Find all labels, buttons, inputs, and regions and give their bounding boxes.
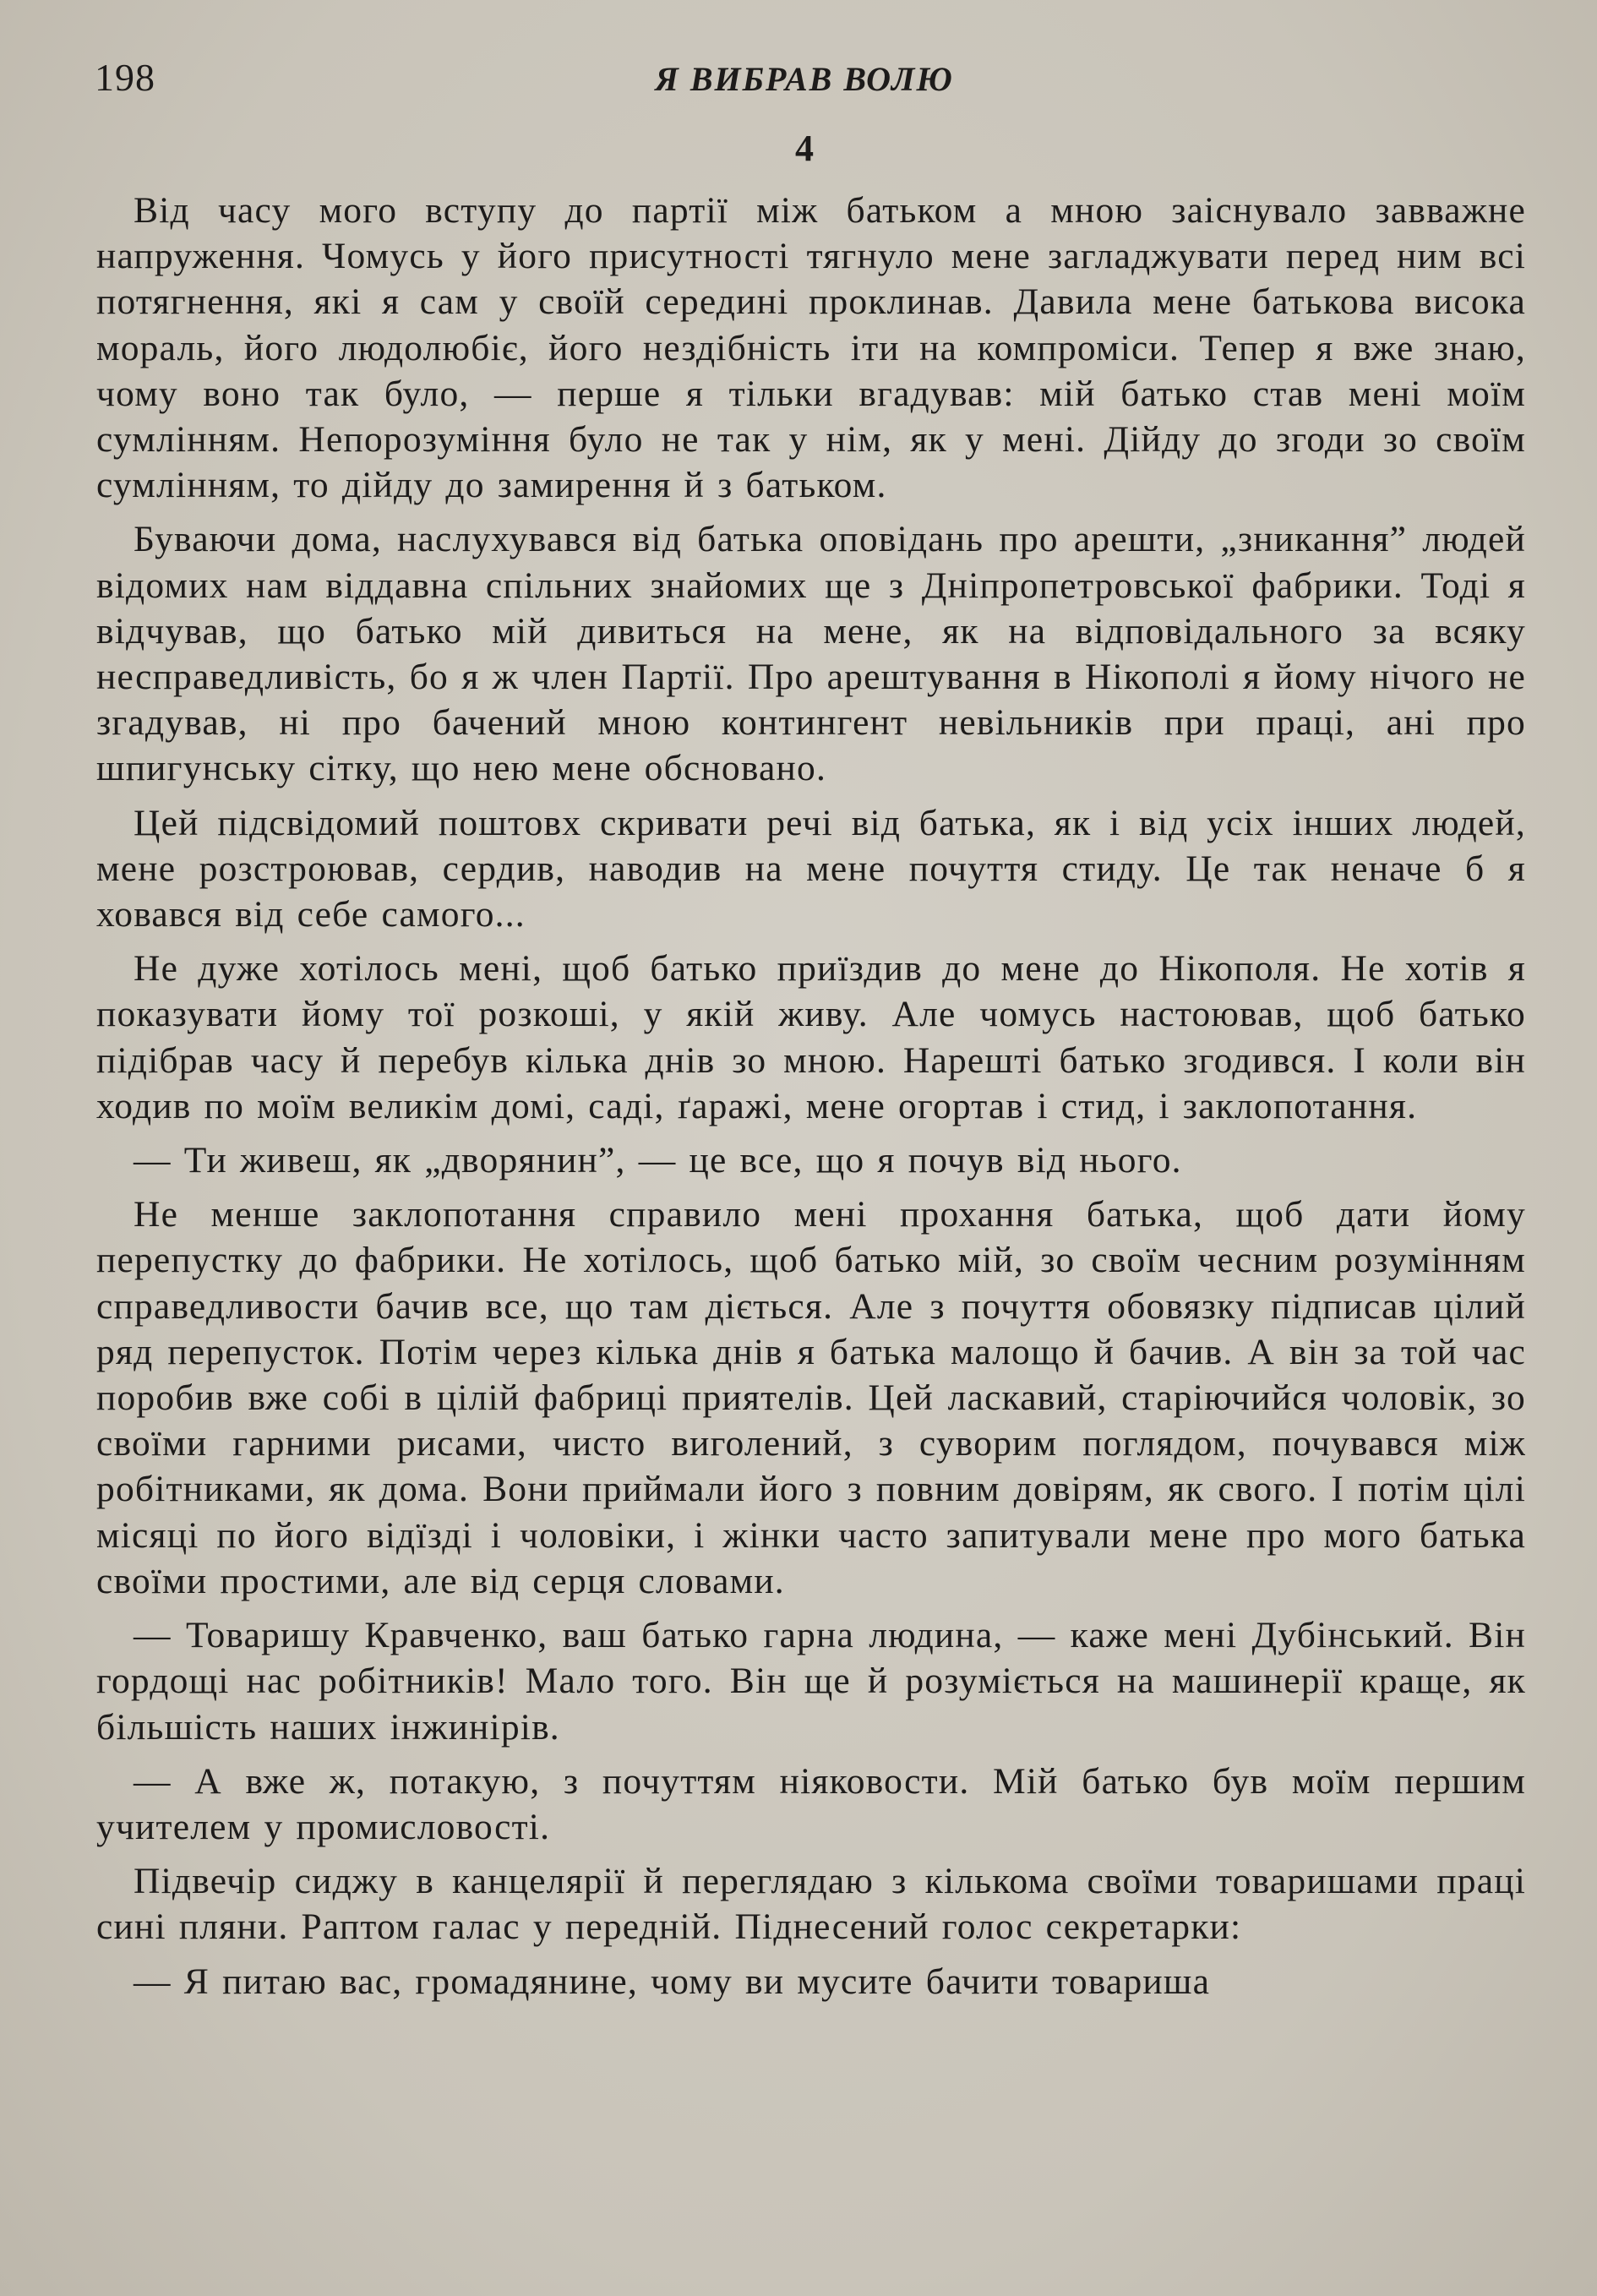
- body-text: [96, 188, 1526, 2013]
- paragraph: Від часу мого вступу до партії між батьком а мною заіснувало завважне напруження. Чомусь у його присутності тягнуло мене загладжувати перед ним всі потягнення, які я сам у своїй середині проклинав. Давила мене батькова висока мораль, його людолюбіє, його нездібність іти на компроміси. Тепер я вже знаю, чому воно так було, — перше я тільки вгадував: мій батько став мені моїм сумлінням. Непорозуміння було не так у нім, як у мені. Дійду до згоди зо своїм сумлінням, то дійду до замирення й з батьком.: [96, 190, 1526, 506]
- paragraph: — Ти живеш, як „дворянин”, — це все, що я почув від нього.: [134, 1140, 1182, 1181]
- paragraph: Не менше заклопотання справило мені прохання батька, щоб дати йому перепустку до фабрики. Не хотілось, щоб батько мій, зо своїм чесним розумінням справедливости бачив все, що там діється. Але з почуття обовязку підписав цілий ряд перепусток. Потім через кілька днів я батька малощо й бачив. А він за той час поробив вже собі в цілій фабриці приятелів. Цей ласкавий, старіючийся чоловік, зо своїми гарними рисами, чисто виголений, з суворим поглядом, почувався між робітниками, як дома. Вони приймали його з повним довірям, як свого. І потім цілі місяці по його відїзді і чоловіки, і жінки часто запитували мене про мого батька своїми простими, але від серця словами.: [96, 1194, 1526, 1601]
- paragraph: — Товаришу Кравченко, ваш батько гарна людина, — каже мені Дубінський. Він гордощі нас робітників! Мало того. Він ще й розуміється на машинерії краще, як більшість наших інжинірів.: [96, 1615, 1526, 1748]
- paragraph: — А вже ж, потакую, з почуттям ніяковости. Мій батько був моїм першим учителем у промисловості.: [96, 1760, 1526, 1847]
- running-title: Я ВИБРАВ ВОЛЮ: [655, 60, 954, 98]
- paragraph: Буваючи дома, наслухувався від батька оповідань про арешти, „зникання” людей відомих нам віддавна спільних знайомих ще з Дніпропетровської фабрики. Тоді я відчував, що батько мій дивиться на мене, як на відповідального за всяку несправедливість, бо я ж член Партії. Про арештування в Нікополі я йому нічого не згадував, ні про бачений мною контингент невільників при праці, ані про шпигунську сітку, що нею мене обсновано.: [96, 519, 1526, 789]
- paragraph: Не дуже хотілось мені, щоб батько приїздив до мене до Нікополя. Не хотів я показувати йому тої розкоші, у якій живу. Але чомусь настоював, щоб батько підібрав часу й перебув кілька днів зо мною. Нарешті батько згодився. І коли він ходив по моїм великім домі, саді, ґаражі, мене огортав і стид, і заклопотання.: [96, 948, 1526, 1126]
- page-number: 198: [95, 56, 155, 99]
- paragraph: — Я питаю вас, громадянине, чому ви мусите бачити товариша: [134, 1961, 1211, 2002]
- section-number: 4: [795, 128, 814, 169]
- page-header: [95, 52, 1514, 112]
- paragraph: Цей підсвідомий поштовх скривати речі від батька, як і від усіх інших людей, мене розстроював, сердив, наводив на мене почуття стиду. Це так неначе б я ховався від себе самого...: [96, 802, 1526, 935]
- paragraph: Підвечір сиджу в канцелярії й переглядаю з кількома своїми товаришами праці сині пляни. Раптом галас у передній. Піднесений голос секретарки:: [96, 1861, 1526, 1948]
